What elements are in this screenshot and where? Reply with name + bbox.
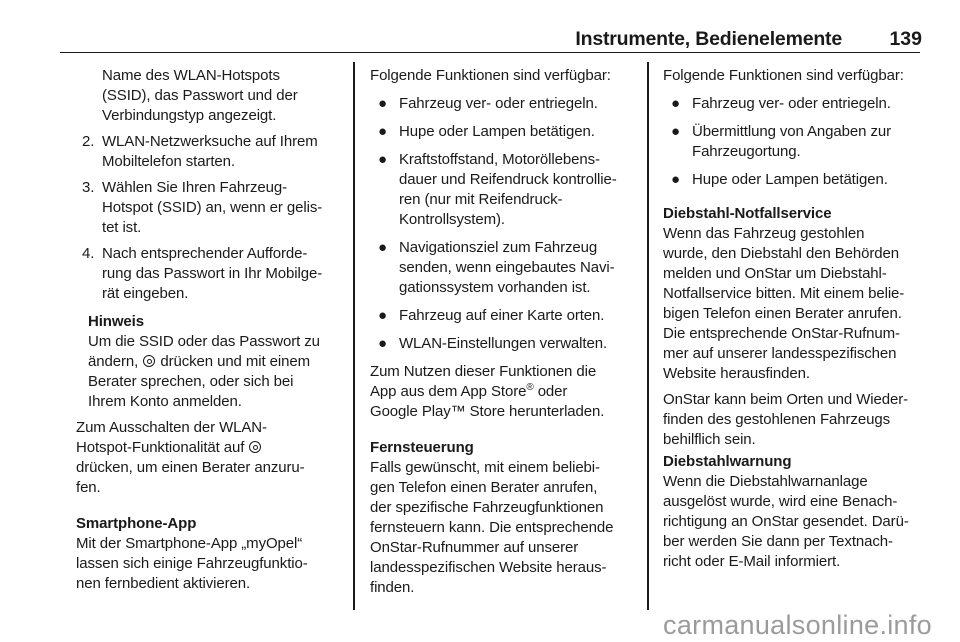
text-line: Google Play™ Store herunterladen. xyxy=(370,403,605,420)
column-3 xyxy=(663,66,938,572)
note-title: Hinweis xyxy=(88,313,144,330)
text-line: Wenn das Fahrzeug gestohlen xyxy=(663,225,865,242)
locate-paragraph xyxy=(663,390,938,450)
switch-off-paragraph xyxy=(76,418,346,498)
text-line: melden und OnStar um Diebstahl- xyxy=(663,265,887,282)
section-heading: Diebstahlwarnung xyxy=(663,453,792,470)
remote-control-section xyxy=(370,438,642,598)
step-4 xyxy=(76,244,346,304)
text-line: Zum Ausschalten der WLAN- xyxy=(76,419,267,436)
column-2 xyxy=(370,66,642,598)
text-line: gationssystem vorhanden ist. xyxy=(399,279,591,296)
bullet-icon: ● xyxy=(378,151,387,168)
text-line: ren (nur mit Reifendruck- xyxy=(399,191,563,208)
step-number: 3. xyxy=(82,179,95,196)
bullet-icon: ● xyxy=(378,335,387,352)
text-line: Verbindungstyp angezeigt. xyxy=(102,107,277,124)
step-3 xyxy=(76,178,346,238)
text: drücken und mit einem xyxy=(160,353,310,370)
text-line: Mit der Smartphone-App „myOpel“ xyxy=(76,535,303,552)
note-block xyxy=(76,312,346,412)
list-item xyxy=(663,170,938,190)
list-item xyxy=(370,306,642,326)
text-line: richt oder E-Mail informiert. xyxy=(663,553,841,570)
onstar-button-icon xyxy=(143,355,155,367)
text-line: wurde, den Diebstahl den Behörden xyxy=(663,245,900,262)
text-line: Kontrollsystem). xyxy=(399,211,505,228)
text-line: behilflich sein. xyxy=(663,431,756,448)
column-divider xyxy=(647,62,649,610)
step-2 xyxy=(76,132,346,172)
text-line: Berater sprechen, oder sich bei xyxy=(88,373,294,390)
theft-emergency-section xyxy=(663,204,938,384)
text-line: WLAN-Einstellungen verwalten. xyxy=(399,335,608,352)
bullet-icon: ● xyxy=(378,239,387,256)
text-line: Kraftstoffstand, Motoröllebens‐ xyxy=(399,151,600,168)
text-line: ber werden Sie dann per Textnach‐ xyxy=(663,533,893,550)
text: oder xyxy=(533,383,568,400)
list-item xyxy=(663,122,938,162)
list-item xyxy=(663,94,938,114)
text-line: ausgelöst wurde, wird eine Benach‐ xyxy=(663,493,898,510)
text-line: Ihrem Konto anmelden. xyxy=(88,393,242,410)
list-item xyxy=(370,94,642,114)
text-line xyxy=(88,352,346,372)
text-line: Fahrzeugortung. xyxy=(692,143,801,160)
text-line: nen fernbedient aktivieren. xyxy=(76,575,251,592)
bullet-icon: ● xyxy=(378,95,387,112)
text-line: Fahrzeug ver- oder entriegeln. xyxy=(692,95,891,112)
bullet-icon: ● xyxy=(378,307,387,324)
page-number: 139 xyxy=(889,28,922,50)
list-item xyxy=(370,150,642,230)
bullet-icon: ● xyxy=(671,171,680,188)
text-line: Notfallservice bitten. Mit einem belie‐ xyxy=(663,285,905,302)
text-line: bigen Telefon einen Berater anrufen. xyxy=(663,305,902,322)
page-header xyxy=(60,26,920,53)
text-line: Die entsprechende OnStar-Rufnum‐ xyxy=(663,325,900,342)
step-number: 2. xyxy=(82,133,95,150)
theft-alarm-section xyxy=(663,452,938,572)
text-line: Zum Nutzen dieser Funktionen die xyxy=(370,363,597,380)
text-line: Um die SSID oder das Passwort zu xyxy=(88,333,320,350)
text-line: dauer und Reifendruck kontrollie‐ xyxy=(399,171,617,188)
text-line: Nach entsprechender Aufforde‐ xyxy=(102,245,308,262)
list-item xyxy=(370,334,642,354)
text-line: Hupe oder Lampen betätigen. xyxy=(399,123,595,140)
section-heading: Fernsteuerung xyxy=(370,439,474,456)
text-line: drücken, um einen Berater anzuru‐ xyxy=(76,459,305,476)
text-line: lassen sich einige Fahrzeugfunktio‐ xyxy=(76,555,308,572)
onstar-button-icon xyxy=(249,441,261,453)
text: ändern, xyxy=(88,353,139,370)
registered-mark: ® xyxy=(526,382,534,393)
text-line: richtigung an OnStar gesendet. Darü‐ xyxy=(663,513,909,530)
text-line: fernsteuern kann. Die entsprechende xyxy=(370,519,614,536)
bullet-icon: ● xyxy=(378,123,387,140)
column-divider xyxy=(353,62,355,610)
intro-text: Folgende Funktionen sind verfügbar: xyxy=(663,67,904,84)
chapter-title: Instrumente, Bedienelemente xyxy=(575,28,842,50)
bullet-icon: ● xyxy=(671,95,680,112)
text-line: OnStar kann beim Orten und Wieder‐ xyxy=(663,391,909,408)
download-paragraph xyxy=(370,362,642,422)
text-line xyxy=(370,382,642,402)
column-1 xyxy=(76,66,346,594)
text: Hotspot-Funktionalität auf xyxy=(76,439,245,456)
text-line: landesspezifischen Website heraus‐ xyxy=(370,559,607,576)
text-line: rung das Passwort in Ihr Mobilge‐ xyxy=(102,265,323,282)
text-line: Wenn die Diebstahlwarnanlage xyxy=(663,473,868,490)
text-line: senden, wenn eingebautes Navi‐ xyxy=(399,259,615,276)
text-line: Website herausfinden. xyxy=(663,365,810,382)
text-line: Hotspot (SSID) an, wenn er gelis‐ xyxy=(102,199,323,216)
text-line: tet ist. xyxy=(102,219,142,236)
list-item xyxy=(370,122,642,142)
text-line: rät eingeben. xyxy=(102,285,189,302)
section-heading: Diebstahl-Notfallservice xyxy=(663,205,832,222)
text-line: Übermittlung von Angaben zur xyxy=(692,123,891,140)
step-number: 4. xyxy=(82,245,95,262)
text-line: Name des WLAN-Hotspots xyxy=(102,67,280,84)
text-line: gen Telefon einen Berater anrufen, xyxy=(370,479,598,496)
text-line: WLAN-Netzwerksuche auf Ihrem xyxy=(102,133,318,150)
text-line: Wählen Sie Ihren Fahrzeug- xyxy=(102,179,287,196)
list-item xyxy=(370,238,642,298)
text-line xyxy=(76,438,346,458)
text-line: (SSID), das Passwort und der xyxy=(102,87,298,104)
text-line: Fahrzeug ver- oder entriegeln. xyxy=(399,95,598,112)
section-heading: Smartphone-App xyxy=(76,515,197,532)
text-line: Hupe oder Lampen betätigen. xyxy=(692,171,888,188)
text-line: der spezifische Fahrzeugfunktionen xyxy=(370,499,604,516)
bullet-icon: ● xyxy=(671,123,680,140)
text-line: finden des gestohlenen Fahrzeugs xyxy=(663,411,890,428)
text-line: Navigationsziel zum Fahrzeug xyxy=(399,239,598,256)
watermark: carmanualsonline.info xyxy=(663,610,932,640)
text-line: fen. xyxy=(76,479,101,496)
text-line: Fahrzeug auf einer Karte orten. xyxy=(399,307,605,324)
text: App aus dem App Store xyxy=(370,383,527,400)
text-line: finden. xyxy=(370,579,415,596)
text-line: Mobiltelefon starten. xyxy=(102,153,235,170)
intro-text: Folgende Funktionen sind verfügbar: xyxy=(370,67,611,84)
text-line: mer auf unserer landesspezifischen xyxy=(663,345,897,362)
text-line: Falls gewünscht, mit einem beliebi‐ xyxy=(370,459,600,476)
text-line: OnStar-Rufnummer auf unserer xyxy=(370,539,579,556)
step-1-continuation xyxy=(76,66,346,126)
smartphone-app-section xyxy=(76,514,346,594)
